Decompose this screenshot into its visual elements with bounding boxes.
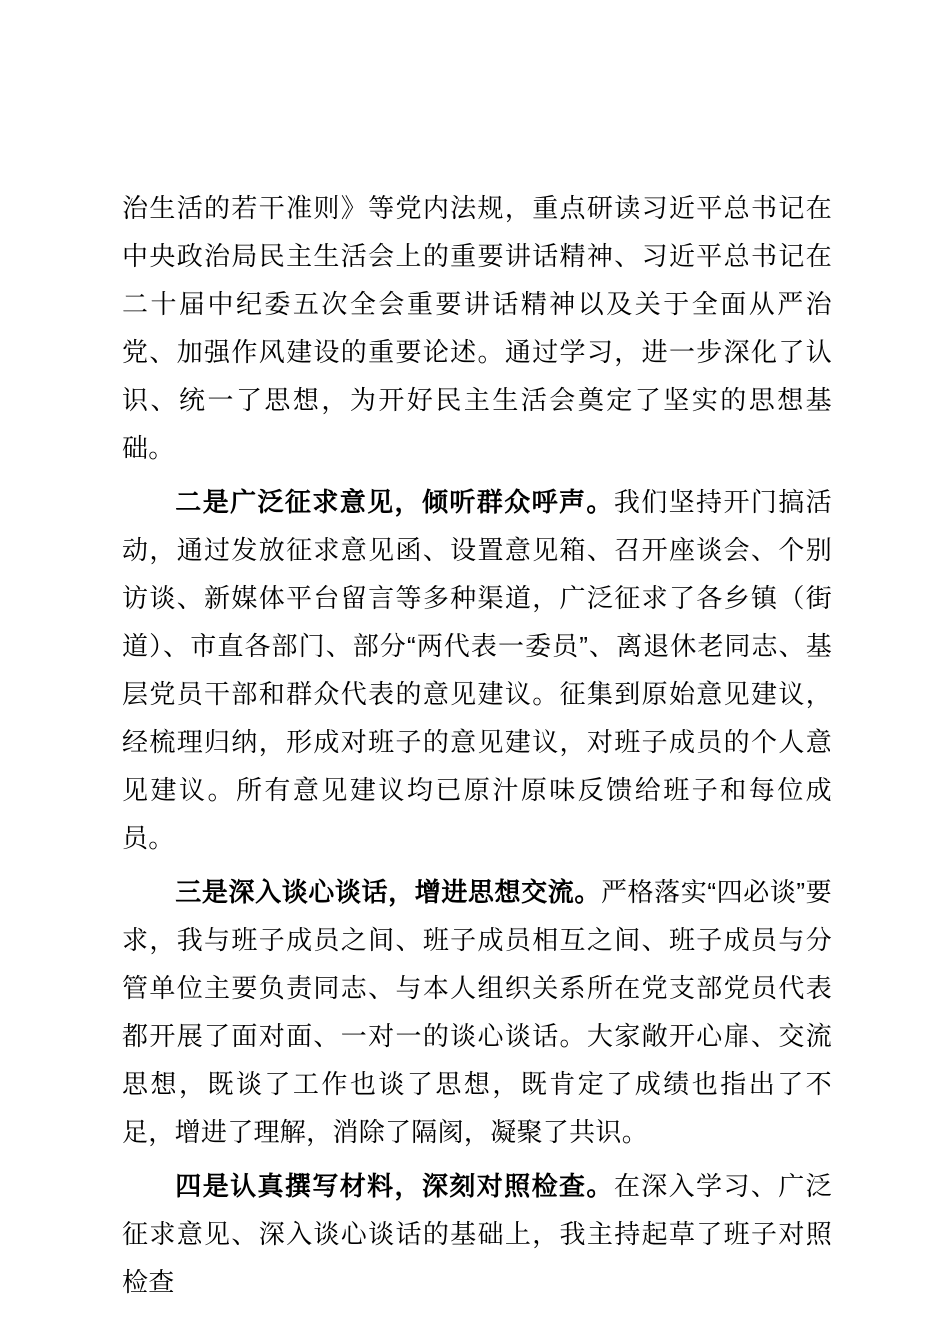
paragraph-lead: 三是深入谈心谈话，增进思想交流。 bbox=[175, 877, 601, 907]
paragraph-lead: 二是广泛征求意见，倾听群众呼声。 bbox=[175, 487, 614, 517]
paragraph-body: 在深入学习、广泛征求意见、深入谈心谈话的基础上，我主持起草了班子对照检查 bbox=[122, 1171, 832, 1297]
paragraph bbox=[122, 478, 832, 862]
paragraph bbox=[122, 184, 832, 472]
paragraph-body: 我们坚持开门搞活动，通过发放征求意见函、设置意见箱、召开座谈会、个别访谈、新媒体平台留言等多种渠道，广泛征求了各乡镇（街道）、市直各部门、部分“两代表一委员”、离退休老同志、基层党员干部和群众代表的意见建议。征集到原始意见建议，经梳理归纳，形成对班子的意见建议，对班子成员的个人意见建议。所有意见建议均已原汁原味反馈给班子和每位成员。 bbox=[122, 487, 832, 853]
paragraph bbox=[122, 868, 832, 1156]
paragraph bbox=[122, 1162, 832, 1306]
paragraph-lead: 四是认真撰写材料，深刻对照检查。 bbox=[175, 1171, 614, 1201]
paragraph-body: 严格落实“四必谈”要求，我与班子成员之间、班子成员相互之间、班子成员与分管单位主要负责同志、与本人组织关系所在党支部党员代表都开展了面对面、一对一的谈心谈话。大家敞开心扉、交流思想，既谈了工作也谈了思想，既肯定了成绩也指出了不足，增进了理解，消除了隔阂，凝聚了共识。 bbox=[122, 877, 832, 1147]
paragraph-body: 治生活的若干准则》等党内法规，重点研读习近平总书记在中央政治局民主生活会上的重要讲话精神、习近平总书记在二十届中纪委五次全会重要讲话精神以及关于全面从严治党、加强作风建设的重要论述。通过学习，进一步深化了认识、统一了思想，为开好民主生活会奠定了坚实的思想基础。 bbox=[122, 193, 832, 463]
